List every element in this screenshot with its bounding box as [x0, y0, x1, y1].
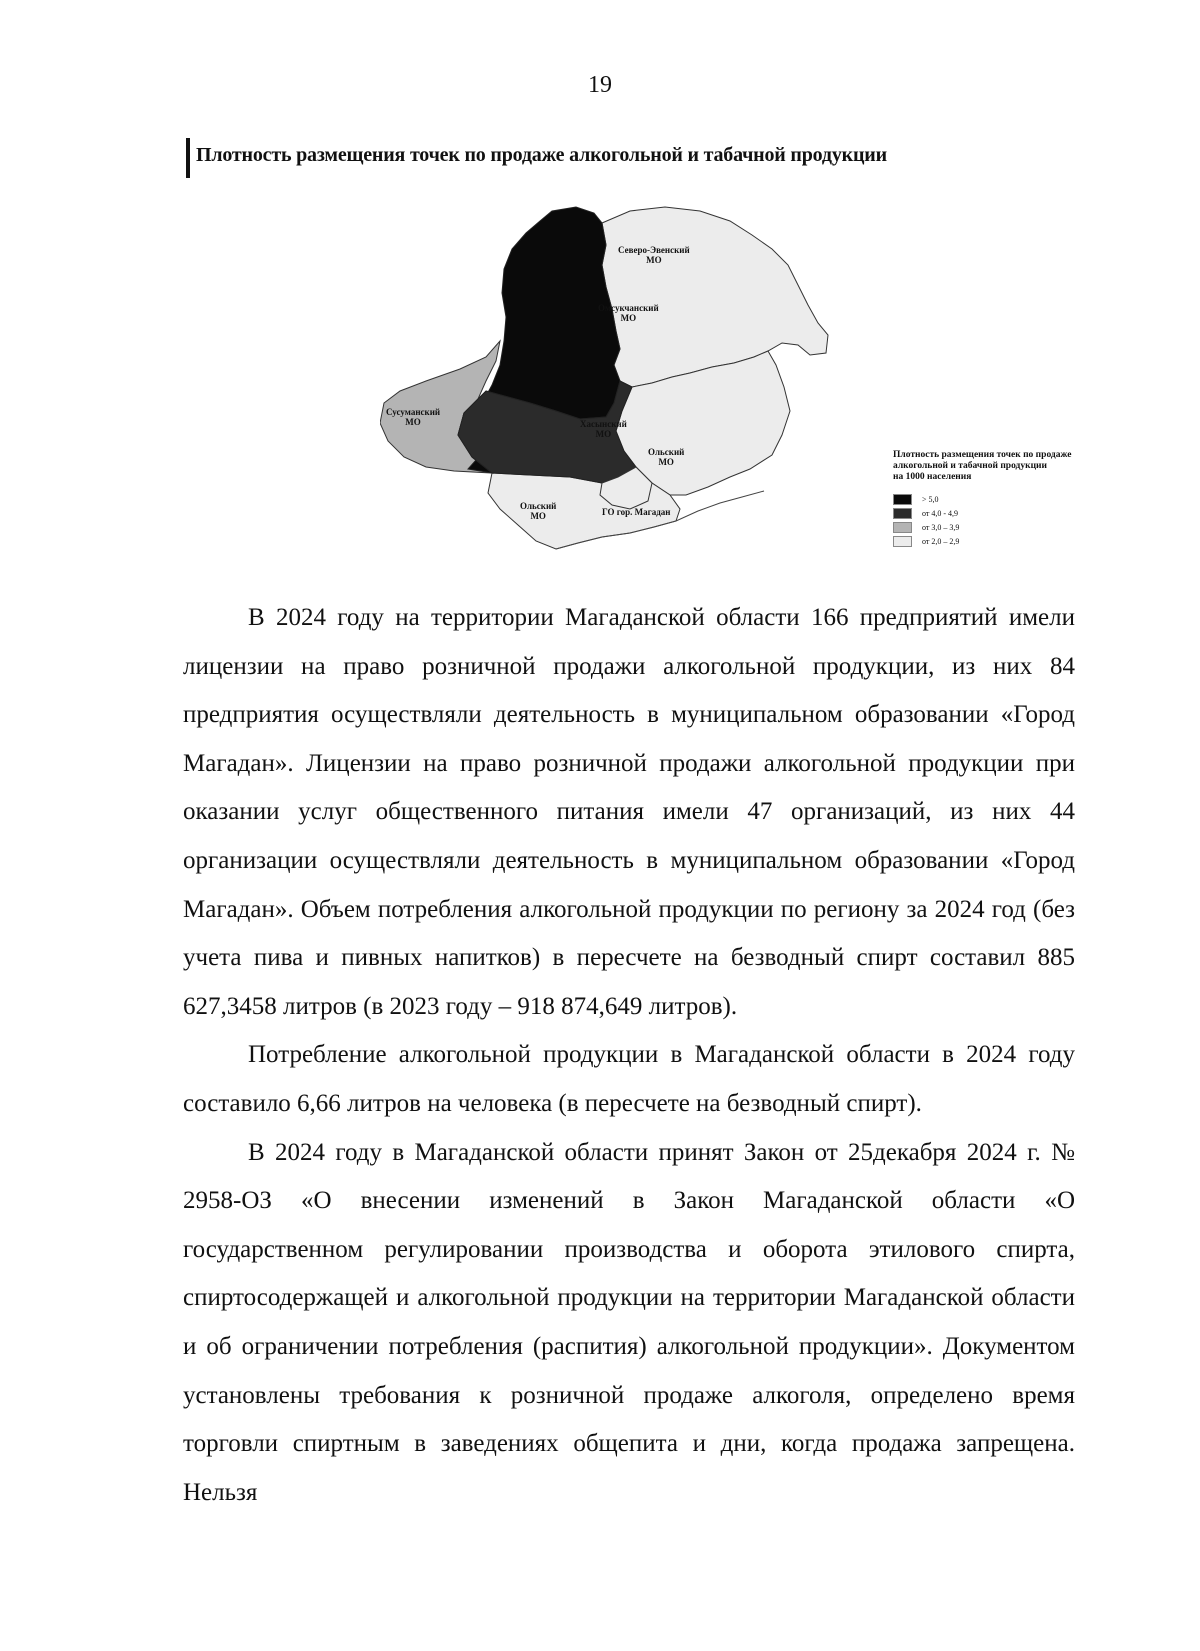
label-go-magadan: ГО гор. Магадан — [602, 507, 671, 517]
legend-item: от 4,0 - 4,9 — [893, 507, 1133, 519]
paragraph: В 2024 году на территории Магаданской области 166 предприятий имели лицензии на право розничной продажи алкогольной продукции, из них 84 предприятия осуществляли деятельность в муниципальном образовании «Город Магадан». Лицензии на право розничной продажи алкогольной продукции при оказании услуг общественного питания имели 47 организаций, из них 44 организации осуществляли деятельность в муниципальном образовании «Город Магадан». Объем потребления алкогольной продукции по региону за 2024 год (без учета пива и пивных напитков) в пересчете на безводный спирт составил 885 627,3458 литров (в 2023 году – 918 874,649 литров). — [183, 604, 1075, 1020]
region-severo-evensky — [602, 207, 828, 387]
paragraph: Потребление алкогольной продукции в Магаданской области в 2024 году составило 6,66 литров на человека (в пересчете на безводный спирт). — [183, 1041, 1075, 1117]
legend-title: Плотность размещения точек по продаже алкогольной и табачной продукции на 1000 населения — [893, 450, 1072, 482]
region-map-svg — [380, 205, 830, 585]
legend-swatch — [893, 536, 912, 547]
map-legend — [893, 450, 1133, 547]
paragraph: В 2024 году в Магаданской области принят Закон от 25декабря 2024 г. № 2958-ОЗ «О внесении изменений в Закон Магаданской области «О государственном регулировании производства и оборота этилового спирта, спиртосодержащей и алкогольной продукции на территории Магаданской области и об ограничении потребления (распития) алкогольной продукции». Документом установлены требования к розничной продаже алкоголя, определено время торговли спиртным в заведениях общепита и дни, когда продажа запрещена. Нельзя — [183, 1138, 1075, 1506]
region-map — [380, 205, 830, 585]
body-text — [183, 594, 1075, 1517]
legend-item: > 5,0 — [893, 493, 1133, 505]
label-omsukchansky: Омсукчанский МО — [598, 303, 659, 323]
legend-swatch — [893, 508, 912, 519]
label-khasynsky: Хасынский МО — [580, 419, 627, 439]
legend-swatch — [893, 494, 912, 505]
legend-item: от 2,0 – 2,9 — [893, 535, 1133, 547]
page-title: Плотность размещения точек по продаже алкогольной и табачной продукции — [196, 144, 887, 166]
title-marker — [186, 138, 190, 178]
label-olsky-east: Ольский МО — [648, 447, 685, 467]
label-severo-evensky: Северо-Эвенский МО — [618, 245, 690, 265]
page-number: 19 — [588, 72, 612, 98]
legend-item: от 3,0 – 3,9 — [893, 521, 1133, 533]
legend-swatch — [893, 522, 912, 533]
label-susumansky: Сусуманский МО — [386, 407, 441, 427]
label-olsky-south: Ольский МО — [520, 501, 557, 521]
